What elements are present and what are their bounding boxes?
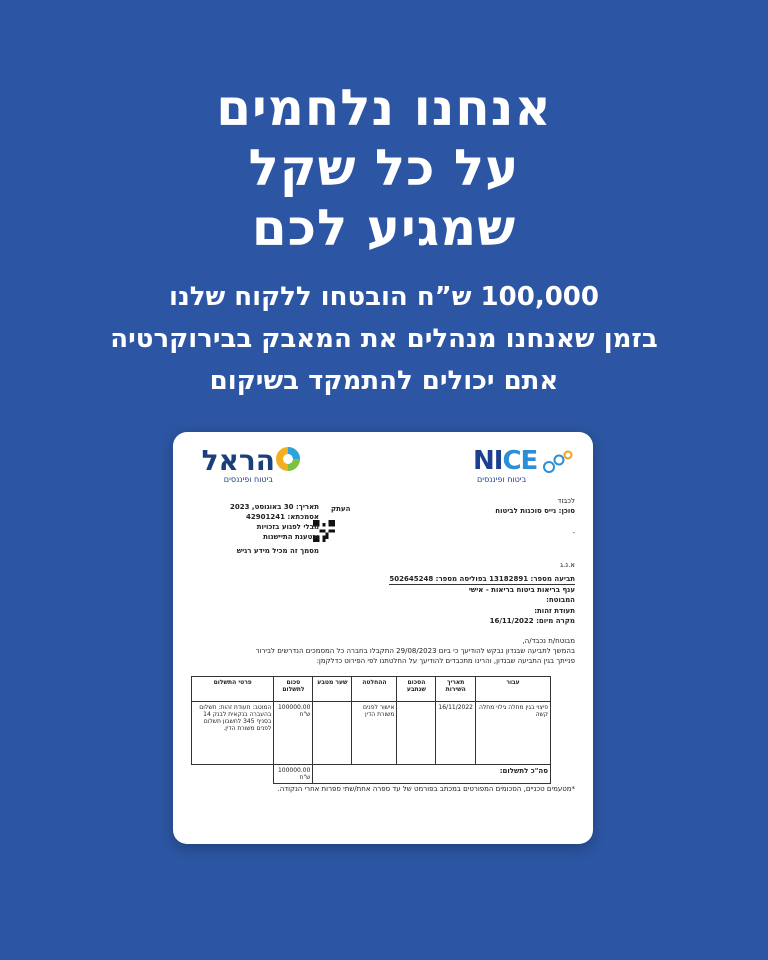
body-line-2: פנייתך בגין התביעה שבנדון, והרינו מתכבדים להודיעך על החלטתנו לפי הפירוט כדלקמן: bbox=[316, 657, 575, 665]
to-label: לכבוד bbox=[557, 497, 575, 505]
branch-line: ענף בריאות ביטוח בריאות - אישי bbox=[468, 586, 575, 594]
total-label: סה"כ לתשלום: bbox=[313, 765, 551, 784]
subheadline-line-2: בזמן שאנחנו מנהלים את המאבק בבירוקרטיה bbox=[110, 324, 658, 354]
headline-line-2: על כל שקל bbox=[248, 139, 520, 197]
id-label: תעודת זהות: bbox=[534, 607, 575, 615]
nice-logo-subtitle: ביטוח ופיננסים bbox=[477, 475, 527, 484]
table-header: הסכום שנתבע bbox=[397, 677, 436, 702]
table-header: ההחלטה bbox=[352, 677, 397, 702]
insured-label: המבוטח: bbox=[546, 596, 575, 604]
salutation: מבוטח/ת נכבד/ה, bbox=[522, 637, 575, 645]
nice-dots-icon bbox=[541, 450, 575, 474]
headline-line-1: אנחנו נלחמים bbox=[216, 79, 552, 137]
table-cell: 100000.00 ש"ח bbox=[274, 702, 313, 765]
date-line: תאריך: 30 באוגוסט, 2023 bbox=[229, 503, 319, 511]
table-header-row bbox=[192, 677, 551, 702]
table-header: עבור bbox=[476, 677, 551, 702]
rights-note-2: ובטענת התיישנות bbox=[263, 533, 319, 541]
table-header: פרטי התשלום bbox=[192, 677, 274, 702]
harel-logo-icon bbox=[275, 446, 301, 472]
table-cell: אישור לפנים משורת הדין bbox=[352, 702, 397, 765]
reference-line: אסמכתא: 42901241 bbox=[246, 513, 319, 521]
headline bbox=[0, 78, 768, 258]
nice-logo bbox=[473, 446, 573, 486]
insurance-letter-document bbox=[173, 432, 593, 844]
sensitive-note: מסמך זה מכיל מידע רגיש bbox=[236, 547, 319, 555]
nice-logo-text: NICE bbox=[473, 446, 538, 476]
subheadline bbox=[0, 276, 768, 402]
harel-logo bbox=[201, 444, 301, 484]
table-header: שער מטבע bbox=[313, 677, 352, 702]
subheadline-line-3: אתם יכולים להתמקד בשיקום bbox=[209, 366, 559, 396]
subheadline-line-1: 100,000 ש”ח הובטחו ללקוח שלנו bbox=[169, 282, 599, 312]
dash-line: - bbox=[572, 529, 575, 537]
harel-logo-text: הראל bbox=[201, 444, 275, 477]
table-row bbox=[192, 702, 551, 765]
greeting: א.נ.ג bbox=[560, 561, 575, 569]
harel-logo-subtitle: ביטוח ופיננסים bbox=[223, 475, 273, 484]
copy-label: העתק bbox=[331, 505, 351, 513]
footnote: *מטעמים טכניים, הסכומים המפורטים במכתב בפורמט של עד ספרה אחת/שתי ספרות אחרי הנקודה. bbox=[277, 785, 575, 793]
table-cell: המוטב: תעודת זהות: תשלום בהעברה בנקאית לבנק 14 בסניף 345 לחשבון תשלום לפנים משורת הדין. bbox=[192, 702, 274, 765]
claim-line: תביעה מספר: 13182891 בפוליסה מספר: 502645248 bbox=[389, 575, 575, 583]
table-header: סכום לתשלום bbox=[274, 677, 313, 702]
rights-note-1: מבלי לפגוע בזכויות bbox=[256, 523, 319, 531]
table-cell: 16/11/2022 bbox=[436, 702, 476, 765]
body-line-1: בהמשך לתביעה שבנדון נבקש להודיעך כי ביום 29/08/2023 התקבלו בחברה כל המסמכים הנדרשים לבירור bbox=[255, 647, 575, 655]
table-header: תאריך השירות bbox=[436, 677, 476, 702]
table-cell bbox=[397, 702, 436, 765]
table-cell bbox=[313, 702, 352, 765]
event-label: מקרה מיום: 16/11/2022 bbox=[489, 617, 575, 625]
decision-table bbox=[191, 676, 551, 784]
headline-line-3: שמגיע לכם bbox=[251, 199, 517, 257]
agent-line: סוכן: נייס סוכנות לביטוח bbox=[495, 507, 575, 515]
total-value: 100000.00 ש"ח bbox=[274, 765, 313, 784]
table-cell: פיצוי בגין מחלה גילוי מחלה קשה bbox=[476, 702, 551, 765]
table-total-row bbox=[192, 765, 551, 784]
